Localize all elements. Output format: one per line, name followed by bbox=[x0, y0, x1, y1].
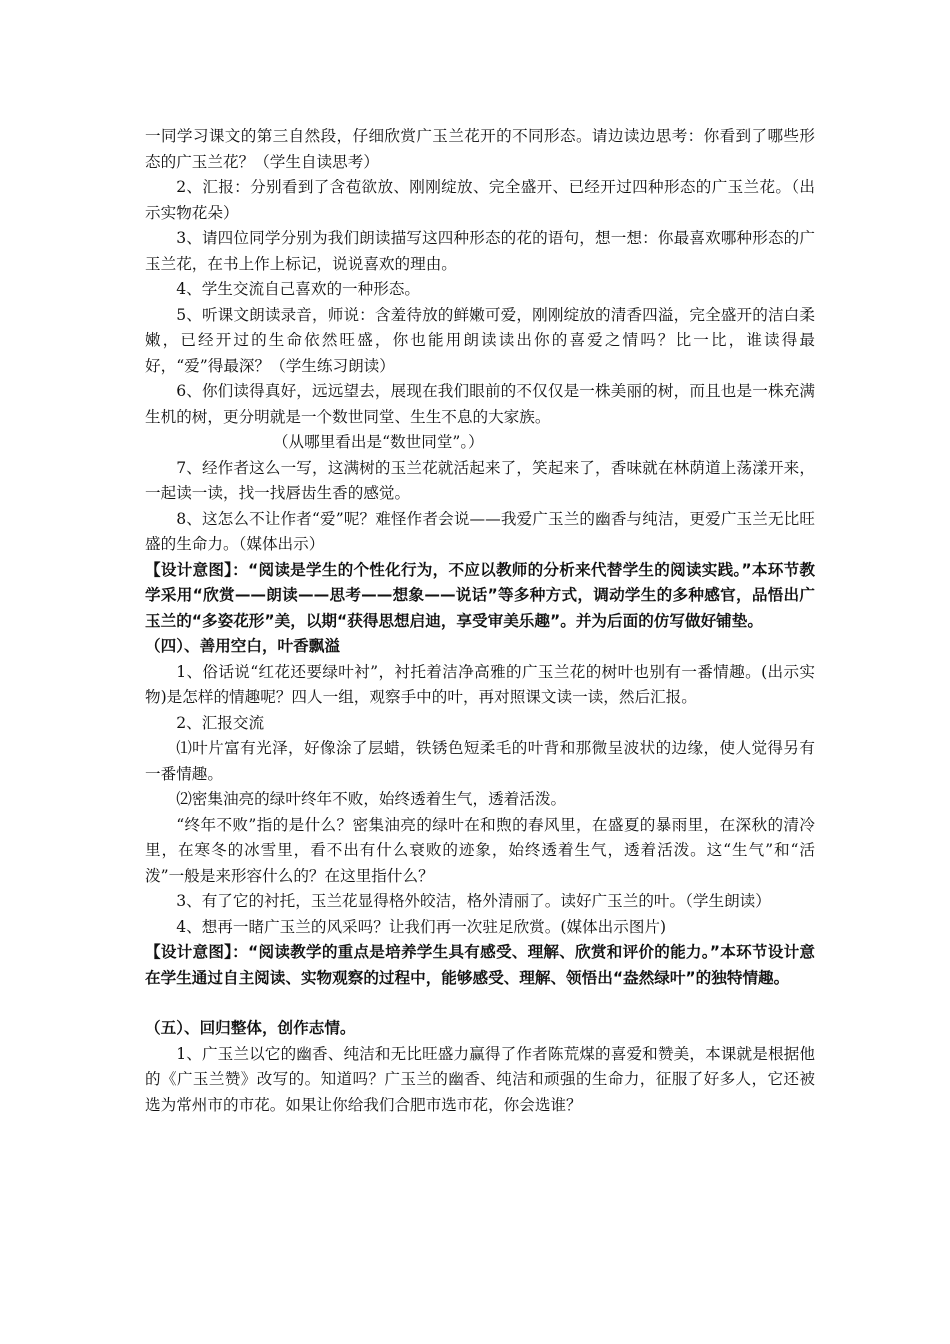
paragraph-item-6: 6、你们读得真好，远远望去，展现在我们眼前的不仅仅是一株美丽的树，而且也是一株充满生机的树，更分明就是一个数世同堂、生生不息的大家族。 bbox=[145, 382, 815, 426]
paragraph-leaf-2-2: ⑵密集油亮的绿叶终年不败，始终透着生气，透着活泼。 bbox=[176, 790, 567, 808]
paragraph-item-7: 7、经作者这么一写，这满树的玉兰花就活起来了，笑起来了，香味就在林荫道上荡漾开来，一起读一读，找一找唇齿生香的感觉。 bbox=[145, 458, 815, 502]
paragraph-leaf-3: 3、有了它的衬托，玉兰花显得格外皎洁，格外清丽了。读好广玉兰的叶。（学生朗读） bbox=[176, 892, 771, 910]
paragraph-item-3: 3、请四位同学分别为我们朗读描写这四种形态的花的语句，想一想：你最喜欢哪种形态的广玉兰花，在书上作上标记，说说喜欢的理由。 bbox=[145, 229, 815, 273]
section-heading-4: （四）、善用空白，叶香飘溢 bbox=[145, 637, 340, 655]
blank-line bbox=[145, 991, 815, 1016]
paragraph-item-5: 5、听课文朗读录音，师说：含羞待放的鲜嫩可爱，刚刚绽放的清香四溢，完全盛开的洁白柔嫩，已经开过的生命依然旺盛，你也能用朗读读出你的喜爱之情吗？比一比，谁读得最好，“爱”得最深？（学生练习朗读） bbox=[145, 305, 815, 375]
paragraph-leaf-1: 1、俗话说“红花还要绿叶衬”，衬托着洁净高雅的广玉兰花的树叶也别有一番情趣。(出示实物)是怎样的情趣呢？四人一组，观察手中的叶，再对照课文读一读，然后汇报。 bbox=[145, 662, 815, 706]
paragraph-leaf-2: 2、汇报交流 bbox=[176, 713, 265, 732]
paragraph-item-2: 2、汇报：分别看到了含苞欲放、刚刚绽放、完全盛开、已经开过四种形态的广玉兰花。（出示实物花朵） bbox=[145, 178, 815, 222]
design-intent-2: 【设计意图】：“阅读教学的重点是培养学生具有感受、理解、欣赏和评价的能力。”本环节设计意在学生通过自主阅读、实物观察的过程中，能够感受、理解、领悟出“盎然绿叶”的独特情趣。 bbox=[145, 943, 815, 987]
paragraph-leaf-discussion: “终年不败”指的是什么？密集油亮的绿叶在和煦的春风里，在盛夏的暴雨里，在深秋的清冷里，在寒冬的冰雪里，看不出有什么衰败的迹象，始终透着生气，透着活泼。这“生气”和“活泼”一般是来形容什么的？在这里指什么？ bbox=[145, 815, 815, 885]
section-heading-5: （五）、回归整体，创作志情。 bbox=[145, 1019, 356, 1037]
document-body bbox=[145, 124, 815, 1118]
paragraph-intro: 一同学习课文的第三自然段，仔细欣赏广玉兰花开的不同形态。请边读边思考：你看到了哪些形态的广玉兰花？（学生自读思考） bbox=[145, 127, 815, 171]
paragraph-item-4: 4、学生交流自己喜欢的一种形态。 bbox=[176, 280, 421, 298]
paragraph-question: （从哪里看出是“数世同堂”。） bbox=[272, 433, 484, 451]
paragraph-item-8: 8、这怎么不让作者“爱”呢？难怪作者会说——我爱广玉兰的幽香与纯洁，更爱广玉兰无比旺盛的生命力。（媒体出示） bbox=[145, 509, 815, 553]
design-intent-1: 【设计意图】：“阅读是学生的个性化行为，不应以教师的分析来代替学生的阅读实践。”本环节教学采用“欣赏——朗读——思考——想象——说话”等多种方式，调动学生的多种感官，品悟出广玉兰的“多姿花形”美，以期“获得思想启迪，享受审美乐趣”。并为后面的仿写做好铺垫。 bbox=[145, 560, 815, 630]
paragraph-summary-1: 1、广玉兰以它的幽香、纯洁和无比旺盛力赢得了作者陈荒煤的喜爱和赞美，本课就是根据他的《广玉兰赞》改写的。知道吗？广玉兰的幽香、纯洁和顽强的生命力，征服了好多人，它还被选为常州市的市花。如果让你给我们合肥市选市花，你会选谁？ bbox=[145, 1044, 815, 1114]
paragraph-leaf-4: 4、想再一睹广玉兰的风采吗？让我们再一次驻足欣赏。(媒体出示图片) bbox=[176, 917, 667, 936]
paragraph-leaf-2-1: ⑴叶片富有光泽，好像涂了层蜡，铁锈色短柔毛的叶背和那微呈波状的边缘，使人觉得另有一番情趣。 bbox=[145, 739, 815, 783]
